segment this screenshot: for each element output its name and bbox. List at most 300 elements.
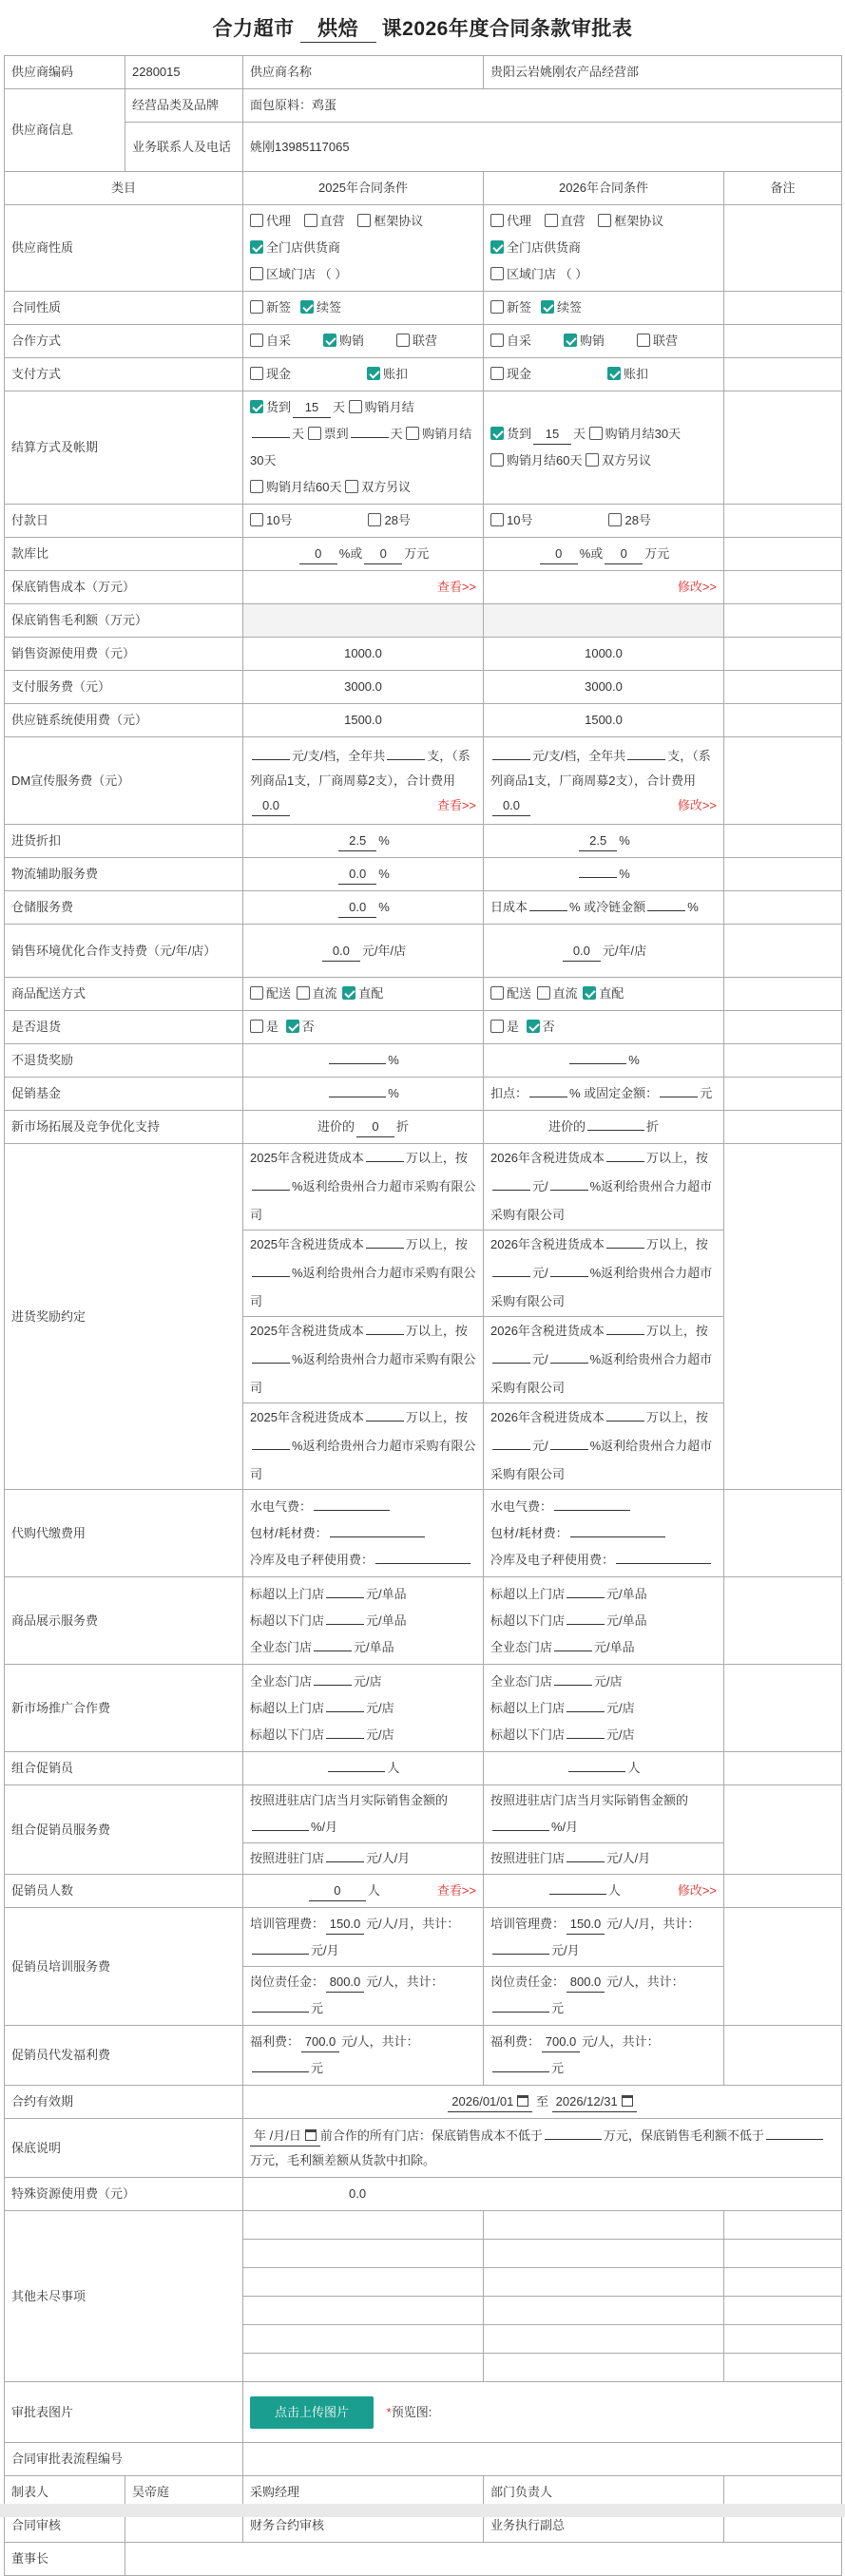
stock-ratio-row <box>5 538 842 571</box>
contract-new-option[interactable]: 新签 <box>490 295 531 321</box>
page-title <box>4 0 841 55</box>
supplier-code-row <box>5 56 842 89</box>
checkbox-icon[interactable] <box>490 214 504 227</box>
dm-price-input[interactable] <box>252 759 290 760</box>
payment-label: 支付方式 <box>5 358 243 391</box>
payday-2025 <box>243 505 484 538</box>
promo-fund-2025: % <box>243 1078 484 1111</box>
warehouse-daily-input[interactable] <box>529 910 567 911</box>
checkbox-icon[interactable] <box>490 267 504 280</box>
display-fee-2025: 标超以上门店 元/单品 标超以下门店 元/单品 全业态门店 元/单品 <box>243 1577 484 1665</box>
nature-agent-option[interactable]: 代理 <box>490 208 531 235</box>
nature-2026 <box>484 205 724 292</box>
promoter-welfare-label: 促销员代发福利费 <box>5 2026 243 2086</box>
promo-fund-2026: 扣点： % 或固定金额： 元 <box>484 1078 724 1111</box>
edit-link[interactable]: 修改>> <box>677 1883 717 1898</box>
delivery-dist-option[interactable]: 配送 <box>250 981 291 1007</box>
nature-framework-option[interactable]: 框架协议 <box>598 208 663 235</box>
checkbox-icon[interactable] <box>357 214 371 227</box>
validity-label: 合约有效期 <box>5 2086 243 2119</box>
payment-row <box>5 358 842 391</box>
delivery-direct-option[interactable]: 直配 <box>583 981 624 1007</box>
discount-note <box>724 825 842 858</box>
logistics-2025: 0.0 % <box>243 858 484 891</box>
coop-2025 <box>243 325 484 358</box>
others-cell[interactable] <box>724 2240 842 2268</box>
no-return-input[interactable] <box>569 1063 626 1064</box>
delivery-2026 <box>484 978 724 1011</box>
checkbox-icon[interactable] <box>537 986 550 1000</box>
service-fee-note <box>724 671 842 704</box>
settle-days-input[interactable]: 15 <box>533 425 571 445</box>
calendar-icon[interactable] <box>305 2129 317 2141</box>
checkbox-checked-icon[interactable] <box>342 986 355 1000</box>
stock-ratio-pct-input[interactable]: 0 <box>540 544 578 564</box>
group-promo-fee-row <box>5 1785 842 1875</box>
others-label: 其他未尽事项 <box>5 2211 243 2382</box>
chairman-sign-cell <box>125 2543 842 2576</box>
preview-label: 预览图: <box>391 2404 432 2419</box>
others-cell[interactable] <box>243 2354 484 2382</box>
checkbox-icon[interactable] <box>490 986 504 1000</box>
checkbox-checked-icon[interactable] <box>250 400 263 413</box>
returns-row <box>5 1011 842 1044</box>
promoter-training-label: 促销员培训服务费 <box>5 1908 243 2026</box>
coop-purchase-option[interactable]: 购销 <box>323 328 364 354</box>
checkbox-icon[interactable] <box>250 267 263 280</box>
promoter-training-row <box>5 1908 842 2026</box>
view-link[interactable]: 查看>> <box>436 1883 476 1898</box>
promoter-welfare-2025: 福利费： 700.0 元/人，共计：元 <box>243 2026 484 2086</box>
promoter-count-input[interactable] <box>549 1894 606 1895</box>
group-promo-label: 组合促销员 <box>5 1752 243 1785</box>
others-cell[interactable] <box>484 2211 724 2240</box>
settle-label: 结算方式及帐期 <box>5 391 243 505</box>
guarantee-cost-2026 <box>484 571 724 604</box>
start-date-input[interactable]: 2026/01/01 <box>448 2092 532 2112</box>
material-fee-input[interactable] <box>330 1536 425 1537</box>
rebate-2025: 2025年含税进货成本 万以上，按%返利给贵州合力超市采购有限公司 2025年含税进货成本 万以上，按%返利给贵州合力超市采购有限公司 2025年含税进货成本 万以上，按%返利给贵州合力超市采购有限公司 2025年含税进货成本 万以上，按%返利给贵州合力超市采购有限公司 <box>243 1144 484 1490</box>
nature-note <box>724 205 842 292</box>
checkbox-icon[interactable] <box>608 513 622 526</box>
env-fee-input[interactable]: 0.0 <box>322 942 360 962</box>
dm-price-input[interactable] <box>492 759 530 760</box>
payday-label: 付款日 <box>5 505 243 538</box>
guarantee-cost-label: 保底销售成本（万元） <box>5 571 243 604</box>
desc-date-input[interactable]: 年 /月/日 <box>250 2127 320 2147</box>
checkbox-checked-icon[interactable] <box>323 334 336 347</box>
checkbox-icon[interactable] <box>250 986 263 1000</box>
supplier-category-row <box>5 89 842 123</box>
utility-fee-input[interactable] <box>314 1510 390 1511</box>
checkbox-checked-icon[interactable] <box>490 240 504 254</box>
utility-fee-input[interactable] <box>554 1510 630 1511</box>
dept-head-label: 部门负责人 <box>484 2476 724 2509</box>
flow-no-label: 合同审批表流程编号 <box>5 2443 243 2476</box>
checkbox-checked-icon[interactable] <box>300 300 314 314</box>
stock-ratio-note <box>724 538 842 571</box>
checkbox-icon[interactable] <box>490 1020 504 1033</box>
checkbox-icon[interactable] <box>368 513 381 526</box>
proxy-fee-label: 代购代缴费用 <box>5 1490 243 1577</box>
discount-label: 进货折扣 <box>5 825 243 858</box>
discount-input[interactable]: 2.5 <box>338 831 376 851</box>
others-cell[interactable] <box>484 2354 724 2382</box>
supplier-contact-row <box>5 123 842 172</box>
approval-pic-row <box>5 2382 842 2443</box>
returns-label: 是否退货 <box>5 1011 243 1044</box>
cold-storage-fee-input[interactable] <box>375 1563 471 1564</box>
promo-fund-row <box>5 1078 842 1111</box>
no-return-input[interactable] <box>329 1063 386 1064</box>
delivery-flow-option[interactable]: 直流 <box>537 981 578 1007</box>
rebate-note <box>724 1144 842 1490</box>
header-2025: 2025年合同条件 <box>243 172 484 205</box>
others-cell[interactable] <box>243 2297 484 2325</box>
contract-renew-option[interactable]: 续签 <box>541 295 582 321</box>
checkbox-icon[interactable] <box>545 214 558 227</box>
edit-link[interactable]: 修改>> <box>677 580 717 594</box>
others-cell[interactable] <box>243 2325 484 2354</box>
service-fee-2026: 3000.0 <box>484 671 724 704</box>
title-dept: 烘焙 <box>300 13 376 43</box>
nature-2025 <box>243 205 484 292</box>
others-cell[interactable] <box>724 2211 842 2240</box>
special-fee-row <box>5 2178 842 2211</box>
checkbox-icon[interactable] <box>406 427 419 440</box>
nature-direct-option[interactable]: 直营 <box>545 208 586 235</box>
promo-fund-note <box>724 1078 842 1111</box>
payment-deduct-option[interactable]: 账扣 <box>607 361 648 388</box>
payday-28-option[interactable]: 28号 <box>608 507 650 534</box>
others-cell[interactable] <box>484 2268 724 2297</box>
special-fee-label: 特殊资源使用费（元） <box>5 2178 243 2211</box>
category-value: 面包原料：鸡蛋 <box>243 89 842 123</box>
promoter-count-note <box>724 1875 842 1908</box>
nature-framework-option[interactable]: 框架协议 <box>357 208 423 235</box>
checkbox-icon[interactable] <box>490 513 504 526</box>
guarantee-desc-label: 保底说明 <box>5 2119 243 2178</box>
coop-row <box>5 325 842 358</box>
proxy-fee-row <box>5 1490 842 1577</box>
checkbox-icon[interactable] <box>250 1020 263 1033</box>
checkbox-checked-icon[interactable] <box>564 334 577 347</box>
others-cell[interactable] <box>484 2325 724 2354</box>
approval-table <box>4 55 842 2576</box>
checkbox-icon[interactable] <box>396 334 410 347</box>
new-market-promo-row <box>5 1665 842 1752</box>
delivery-flow-option[interactable]: 直流 <box>297 981 337 1007</box>
checkbox-icon[interactable] <box>250 214 263 227</box>
checkbox-icon[interactable] <box>490 453 504 467</box>
nature-allstores-option[interactable]: 全门店供货商 <box>490 235 581 261</box>
no-return-2026: % <box>484 1044 724 1078</box>
contract-renew-option[interactable]: 续签 <box>300 295 341 321</box>
dm-total-value: 0.0 <box>492 796 530 816</box>
buyer-label: 采购经理 <box>243 2476 484 2509</box>
maker-name: 吴帝庭 <box>125 2476 243 2509</box>
group-promo-input[interactable] <box>568 1771 625 1772</box>
dm-count-input[interactable] <box>387 759 425 760</box>
checkbox-icon[interactable] <box>250 480 263 493</box>
delivery-direct-option[interactable]: 直配 <box>342 981 383 1007</box>
returns-yes-option[interactable]: 是 <box>490 1014 519 1040</box>
checkbox-icon[interactable] <box>250 513 263 526</box>
contract-new-option[interactable]: 新签 <box>250 295 291 321</box>
calendar-icon[interactable] <box>517 2095 528 2107</box>
promoter-count-input[interactable]: 0 <box>309 1881 366 1901</box>
proxy-fee-2025: 水电气费： 包材/耗材费： 冷库及电子秤使用费： <box>243 1490 484 1577</box>
group-promo-note <box>724 1752 842 1785</box>
promoter-training-2026: 培训管理费： 150.0 元/人/月，共计：元/月 岗位责任金： 800.0 元/人，共计：元 <box>484 1908 724 2026</box>
supplier-info-label: 供应商信息 <box>5 89 125 172</box>
warehouse-row <box>5 891 842 925</box>
resource-fee-2026: 1000.0 <box>484 638 724 671</box>
logistics-input[interactable] <box>579 877 617 878</box>
maker-label: 制表人 <box>5 2476 125 2509</box>
supplier-code-value: 2280015 <box>125 56 243 89</box>
checkbox-checked-icon[interactable] <box>583 986 596 1000</box>
guarantee-desc-value: 年 /月/日 前合作的所有门店：保底销售成本不低于 万元，保底销售毛利额不低于万元，毛利额差额从货款中扣除。 <box>243 2119 842 2178</box>
checkbox-checked-icon[interactable] <box>607 367 621 380</box>
group-promo-2026: 人 <box>484 1752 724 1785</box>
others-cell[interactable] <box>484 2297 724 2325</box>
proxy-fee-note <box>724 1490 842 1577</box>
delivery-2025 <box>243 978 484 1011</box>
nature-regional-option[interactable]: 区域门店 （ ） <box>490 261 587 288</box>
bottom-bar <box>0 2504 845 2517</box>
checkbox-checked-icon[interactable] <box>286 1020 299 1033</box>
nature-regional-option[interactable]: 区域门店 （ ） <box>250 261 347 288</box>
others-cell[interactable] <box>724 2325 842 2354</box>
settle-2026: 货到 15 天 购销月结30天 购销月结60天 双方另议 <box>484 391 724 505</box>
env-fee-label: 销售环境优化合作支持费（元/年/店） <box>5 925 243 978</box>
title-suffix: 课2026年度合同条款审批表 <box>381 18 633 40</box>
guarantee-margin-note <box>724 604 842 638</box>
guarantee-cost-row <box>5 571 842 604</box>
logistics-input[interactable]: 0.0 <box>338 865 376 885</box>
display-fee-note <box>724 1577 842 1665</box>
no-return-2025: % <box>243 1044 484 1078</box>
env-fee-2026: 0.0 元/年/店 <box>484 925 724 978</box>
checkbox-icon[interactable] <box>345 480 358 493</box>
checkbox-icon[interactable] <box>586 453 599 467</box>
payment-cash-option[interactable]: 现金 <box>250 361 291 388</box>
group-promo-fee-note <box>724 1785 842 1875</box>
others-cell[interactable] <box>484 2240 724 2268</box>
delivery-dist-option[interactable]: 配送 <box>490 981 531 1007</box>
validity-value: 2026/01/01 至 2026/12/31 <box>243 2086 842 2119</box>
promoter-count-row <box>5 1875 842 1908</box>
view-link[interactable]: 查看>> <box>436 580 476 594</box>
others-row <box>5 2211 842 2240</box>
supplier-code-label: 供应商编码 <box>5 56 125 89</box>
checkbox-checked-icon[interactable] <box>367 367 380 380</box>
material-fee-input[interactable] <box>570 1536 665 1537</box>
upload-image-button[interactable]: 点击上传图片 <box>250 2396 374 2429</box>
checkbox-icon[interactable] <box>490 334 504 347</box>
payday-row <box>5 505 842 538</box>
payment-2025 <box>243 358 484 391</box>
coop-purchase-option[interactable]: 购销 <box>564 328 605 354</box>
returns-2026 <box>484 1011 724 1044</box>
finance-label: 财务合约审核 <box>243 2509 484 2543</box>
guarantee-margin-2025 <box>243 604 484 638</box>
supply-chain-fee-2025: 1500.0 <box>243 704 484 737</box>
coop-joint-option[interactable]: 联营 <box>396 328 437 354</box>
checkbox-icon[interactable] <box>349 400 362 413</box>
table-header-row <box>5 172 842 205</box>
display-fee-2026: 标超以上门店 元/单品 标超以下门店 元/单品 全业态门店 元/单品 <box>484 1577 724 1665</box>
env-fee-note <box>724 925 842 978</box>
flow-no-row <box>5 2443 842 2476</box>
discount-input[interactable]: 2.5 <box>579 831 617 851</box>
promoter-welfare-2026: 福利费： 700.0 元/人，共计：元 <box>484 2026 724 2086</box>
discount-2025: 2.5 % <box>243 825 484 858</box>
logistics-row <box>5 858 842 891</box>
stock-ratio-label: 款库比 <box>5 538 243 571</box>
payment-cash-option[interactable]: 现金 <box>490 361 531 388</box>
audit-label: 合同审核 <box>5 2509 125 2543</box>
payday-10-option[interactable]: 10号 <box>250 507 292 534</box>
new-market-note <box>724 1111 842 1144</box>
others-cell[interactable] <box>243 2211 484 2240</box>
warehouse-2026: 日成本 % 或冷链金额 % <box>484 891 724 925</box>
checkbox-icon[interactable] <box>297 986 310 1000</box>
stock-ratio-pct-input[interactable]: 0 <box>299 544 337 564</box>
settle-row <box>5 391 842 505</box>
new-market-promo-note <box>724 1665 842 1752</box>
header-note: 备注 <box>724 172 842 205</box>
contact-value: 姚刚13985117065 <box>243 123 842 172</box>
payday-28-option[interactable]: 28号 <box>368 507 410 534</box>
warehouse-cold-input[interactable] <box>647 910 685 911</box>
others-cell[interactable] <box>724 2297 842 2325</box>
settle-2025: 货到 15 天 购销月结 天 票到 天 购销月结30天 购销月结60天 双方另议 <box>243 391 484 505</box>
proxy-fee-2026: 水电气费： 包材/耗材费： 冷库及电子秤使用费： <box>484 1490 724 1577</box>
nature-allstores-option[interactable]: 全门店供货商 <box>250 235 340 261</box>
service-fee-label: 支付服务费（元） <box>5 671 243 704</box>
service-fee-2025: 3000.0 <box>243 671 484 704</box>
checkbox-checked-icon[interactable] <box>490 427 504 440</box>
checkbox-icon[interactable] <box>250 367 263 380</box>
checkbox-icon[interactable] <box>250 334 263 347</box>
payment-deduct-option[interactable]: 账扣 <box>367 361 408 388</box>
others-cell[interactable] <box>243 2240 484 2268</box>
checkbox-checked-icon[interactable] <box>250 240 263 254</box>
checkbox-icon[interactable] <box>250 300 263 314</box>
dm-total-value: 0.0 <box>252 796 290 816</box>
group-promo-fee-label: 组合促销员服务费 <box>5 1785 243 1875</box>
delivery-note <box>724 978 842 1011</box>
resource-fee-row <box>5 638 842 671</box>
edit-link[interactable]: 修改>> <box>677 797 717 812</box>
new-market-input[interactable]: 0 <box>356 1117 394 1137</box>
no-return-note <box>724 1044 842 1078</box>
stock-ratio-amount-input[interactable]: 0 <box>605 544 643 564</box>
flow-no-value <box>243 2443 842 2476</box>
calendar-icon[interactable] <box>622 2095 633 2107</box>
env-fee-input[interactable]: 0.0 <box>563 942 601 962</box>
end-date-input[interactable]: 2026/12/31 <box>552 2092 637 2112</box>
stock-ratio-2026: 0 %或 0 万元 <box>484 538 724 571</box>
contract-type-label: 合同性质 <box>5 292 243 325</box>
payday-10-option[interactable]: 10号 <box>490 507 532 534</box>
nature-label: 供应商性质 <box>5 205 243 292</box>
warehouse-label: 仓储服务费 <box>5 891 243 925</box>
others-cell[interactable] <box>724 2354 842 2382</box>
dm-count-input[interactable] <box>627 759 665 760</box>
group-promo-2025: 人 <box>243 1752 484 1785</box>
resource-fee-2025: 1000.0 <box>243 638 484 671</box>
warehouse-input[interactable]: 0.0 <box>338 898 376 918</box>
header-item: 类目 <box>5 172 243 205</box>
rebate-2026: 2026年含税进货成本 万以上，按元/ %返利给贵州合力超市采购有限公司 2026年含税进货成本 万以上，按元/ %返利给贵州合力超市采购有限公司 2026年含税进货成本 万以上，按元/ %返利给贵州合力超市采购有限公司 2026年含税进货成本 万以上，按元/ %返利给贵州合力超市采购有限公司 <box>484 1144 724 1490</box>
supply-chain-fee-label: 供应链系统使用费（元） <box>5 704 243 737</box>
contract-type-note <box>724 292 842 325</box>
view-link[interactable]: 查看>> <box>436 797 476 812</box>
no-return-label: 不退货奖励 <box>5 1044 243 1078</box>
logistics-label: 物流辅助服务费 <box>5 858 243 891</box>
cold-storage-fee-input[interactable] <box>616 1563 711 1564</box>
coop-joint-option[interactable]: 联营 <box>637 328 678 354</box>
checkbox-icon[interactable] <box>598 214 611 227</box>
supply-chain-fee-note <box>724 704 842 737</box>
checkbox-icon[interactable] <box>304 214 317 227</box>
checkbox-checked-icon[interactable] <box>541 300 554 314</box>
service-fee-row <box>5 671 842 704</box>
delivery-row <box>5 978 842 1011</box>
stock-ratio-amount-input[interactable]: 0 <box>364 544 402 564</box>
checkbox-icon[interactable] <box>589 427 603 440</box>
returns-no-option[interactable]: 否 <box>527 1014 555 1040</box>
logistics-2026: % <box>484 858 724 891</box>
checkbox-checked-icon[interactable] <box>527 1020 540 1033</box>
supplier-name-label: 供应商名称 <box>243 56 484 89</box>
checkbox-icon[interactable] <box>308 427 321 440</box>
checkbox-icon[interactable] <box>490 367 504 380</box>
contact-label: 业务联系人及电话 <box>125 123 243 172</box>
group-promo-input[interactable] <box>328 1771 385 1772</box>
others-cell[interactable] <box>243 2268 484 2297</box>
new-market-label: 新市场拓展及竞争优化支持 <box>5 1111 243 1144</box>
env-fee-2025: 0.0 元/年/店 <box>243 925 484 978</box>
checkbox-icon[interactable] <box>490 300 504 314</box>
returns-yes-option[interactable]: 是 <box>250 1014 278 1040</box>
checkbox-icon[interactable] <box>637 334 650 347</box>
coop-self-option[interactable]: 自采 <box>490 328 531 354</box>
display-fee-label: 商品展示服务费 <box>5 1577 243 1665</box>
promoter-training-note <box>724 1908 842 2026</box>
coop-self-option[interactable]: 自采 <box>250 328 291 354</box>
returns-no-option[interactable]: 否 <box>286 1014 315 1040</box>
new-market-row <box>5 1111 842 1144</box>
returns-2025 <box>243 1011 484 1044</box>
contract-type-2026 <box>484 292 724 325</box>
group-promo-fee-2025: 按照进驻店门店当月实际销售金额的%/月 按照进驻门店 元/人/月 <box>243 1785 484 1875</box>
settle-days-input[interactable]: 15 <box>293 398 331 418</box>
guarantee-cost-2025 <box>243 571 484 604</box>
others-cell[interactable] <box>724 2268 842 2297</box>
group-promo-row <box>5 1752 842 1785</box>
promoter-welfare-row <box>5 2026 842 2086</box>
approval-pic-label: 审批表图片 <box>5 2382 243 2443</box>
nature-direct-option[interactable]: 直营 <box>304 208 345 235</box>
supply-chain-fee-2026: 1500.0 <box>484 704 724 737</box>
nature-agent-option[interactable]: 代理 <box>250 208 291 235</box>
new-market-input[interactable] <box>587 1130 644 1131</box>
vice-label: 业务执行副总 <box>484 2509 724 2543</box>
